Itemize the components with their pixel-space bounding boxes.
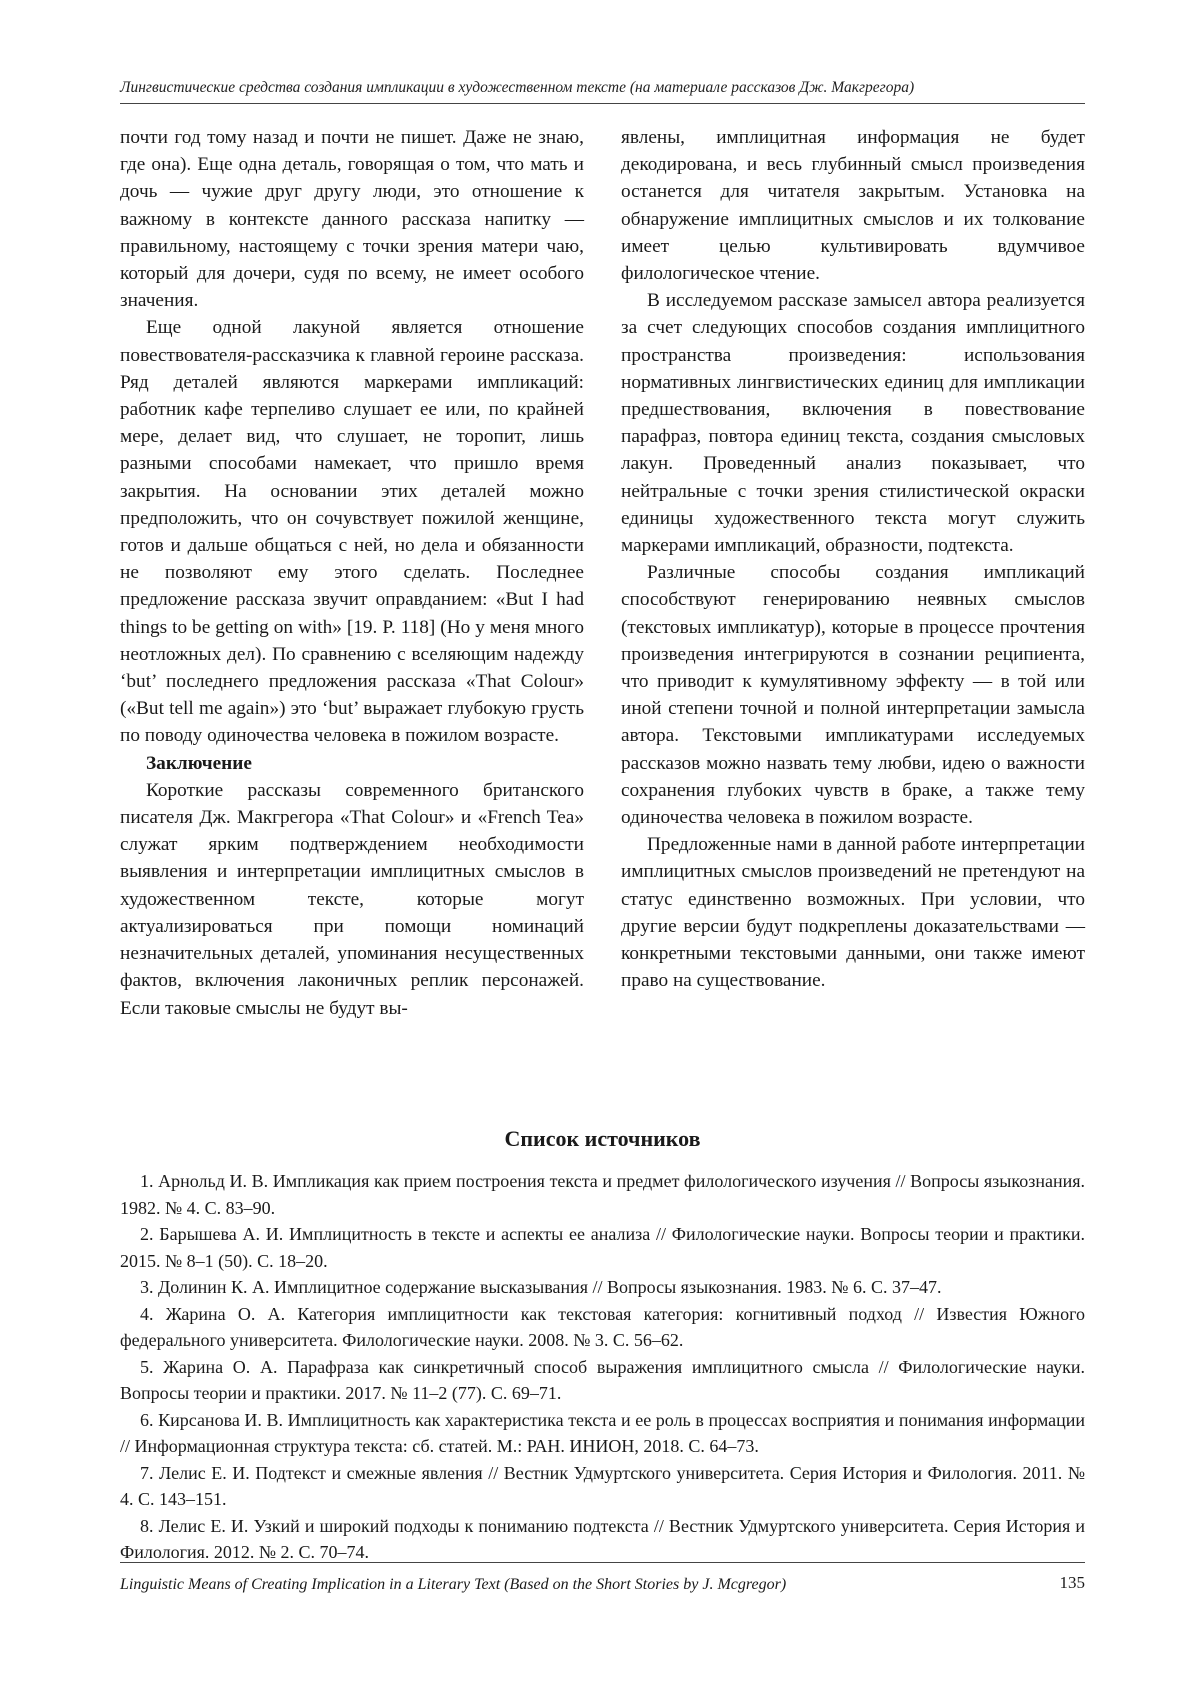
reference-item: 5. Жарина О. А. Парафраза как синкретичный способ выражения имплицитного смысла // Филологические науки. Вопросы теории и практики. 2017. № 11–2 (77). С. 69–71. [120, 1356, 1085, 1403]
reference-item: 4. Жарина О. А. Категория имплицитности как текстовая категория: когнитивный подход // Известия Южного федерального университета. Филологические науки. 2008. № 3. С. 56–62. [120, 1303, 1085, 1350]
paragraph: Короткие рассказы современного британского писателя Дж. Макгрегора «That Colour» и «French Tea» служат ярким подтверждением необходимости выявления и интерпретации имплицитных смыслов в художественном тексте, которые могут актуализироваться при помощи номинаций незначительных деталей, упоминания несущественных фактов, включения лаконичных реплик персонажей. Если таковые смыслы не будут вы- [120, 779, 584, 1019]
footer-title: Linguistic Means of Creating Implication in a Literary Text (Based on the Short Stories by J. Mcgregor) [120, 1576, 787, 1593]
running-title: Лингвистические средства создания импликации в художественном тексте (на материале рассказов Дж. Макгрегора) [120, 79, 915, 96]
header-rule [120, 103, 1085, 104]
paragraph: Различные способы создания импликаций способствуют генерированию неявных смыслов (текстовых импликатур), которые в процессе прочтения произведения интегрируются в сознании реципиента, что приводит к кумулятивному эффекту — в той или иной степени точной и полной интерпретации замысла автора. Текстовыми импликатурами исследуемых рассказов можно назвать тему любви, идею о важности сохранения глубоких чувств в браке, а также тему одиночества человека в пожилом возрасте. [621, 562, 1085, 829]
reference-item: 7. Лелис Е. И. Подтекст и смежные явления // Вестник Удмуртского университета. Серия История и Филология. 2011. № 4. С. 143–151. [120, 1462, 1085, 1509]
paragraph: явлены, имплицитная информация не будет декодирована, и весь глубинный смысл произведения останется для читателя закрытым. Установка на обнаружение имплицитных смыслов и их толкование имеет целью культивировать вдумчивое филологическое чтение. [621, 127, 1085, 285]
footer-rule [120, 1562, 1085, 1563]
right-column [621, 124, 1085, 995]
reference-item: 8. Лелис Е. И. Узкий и широкий подходы к пониманию подтекста // Вестник Удмуртского университета. Серия История и Филология. 2012. № 2. С. 70–74. [120, 1515, 1085, 1562]
paragraph: Еще одной лакуной является отношение повествователя-рассказчика к главной героине рассказа. Ряд деталей являются маркерами импликаций: работник кафе терпеливо слушает ее или, по крайней мере, делает вид, что слушает, не торопит, лишь разными способами намекает, что пришло время закрытия. На основании этих деталей можно предположить, что он сочувствует пожилой женщине, готов и дальше общаться с ней, но дела и обязанности не позволяют ему этого сделать. Последнее предложение рассказа звучит оправданием: «But I had things to be getting on with» [19. P. 118] (Но у меня много неотложных дел). По сравнению с вселяющим надежду ‘but’ последнего предложения рассказа «That Colour» («But tell me again») это ‘but’ выражает глубокую грусть по поводу одиночества человека в пожилом возрасте. [120, 317, 584, 747]
paragraph: Предложенные нами в данной работе интерпретации имплицитных смыслов произведений не претендуют на статус единственно возможных. При условии, что другие версии будут подкреплены доказательствами — конкретными текстовыми данными, они также имеют право на существование. [621, 834, 1085, 992]
section-heading-conclusion: Заключение [146, 752, 252, 774]
left-column [120, 124, 584, 1022]
reference-item: 2. Барышева А. И. Имплицитность в тексте и аспекты ее анализа // Филологические науки. Вопросы теории и практики. 2015. № 8–1 (50). С. 18–20. [120, 1224, 1085, 1271]
reference-item: 1. Арнольд И. В. Импликация как прием построения текста и предмет филологического изучения // Вопросы языкознания. 1982. № 4. С. 83–90. [120, 1171, 1085, 1218]
sources-heading: Список источников [504, 1126, 701, 1151]
reference-item: 3. Долинин К. А. Имплицитное содержание высказывания // Вопросы языкознания. 1983. № 6. С. 37–47. [140, 1277, 942, 1297]
reference-list [120, 1168, 1085, 1566]
paragraph: почти год тому назад и почти не пишет. Даже не знаю, где она). Еще одна деталь, говорящая о том, что мать и дочь — чужие друг другу люди, это отношение к важному в контексте данного рассказа напитку — правильному, настоящему с точки зрения матери чаю, который для дочери, судя по всему, не имеет особого значения. [120, 127, 584, 312]
page-number: 135 [1059, 1573, 1085, 1592]
reference-item: 6. Кирсанова И. В. Имплицитность как характеристика текста и ее роль в процессах восприятия и понимания информации // Информационная структура текста: сб. статей. М.: РАН. ИНИОН, 2018. С. 64–73. [120, 1409, 1085, 1456]
paragraph: В исследуемом рассказе замысел автора реализуется за счет следующих способов создания имплицитного пространства произведения: использования нормативных лингвистических единиц для импликации предшествования, включения в повествование парафраз, повтора единиц текста, создания смысловых лакун. Проведенный анализ показывает, что нейтральные с точки зрения стилистической окраски единицы художественного текста могут служить маркерами импликаций, образности, подтекста. [621, 290, 1085, 557]
